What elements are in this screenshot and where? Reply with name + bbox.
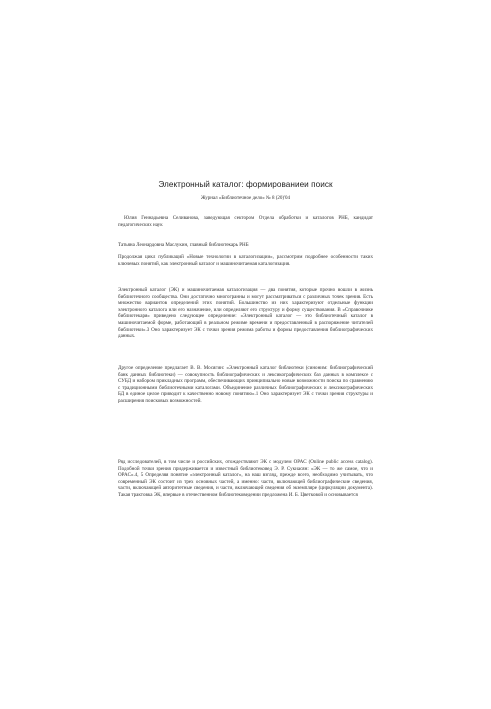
body-paragraph-2 xyxy=(118,365,373,405)
intro-text: Продолжая цикл публикаций «Новые технологии в каталогизации», рассмотрим подробнее особенности таких ключевых понятий, как электронный каталог и машиночитаемая каталогизация. xyxy=(118,254,373,267)
author-line-1 xyxy=(118,215,373,228)
author-1-text: Юлия Геннадьевна Селиванова, заведующая сектором Отдела обработки и каталогов РНБ, кандидат педагогических наук xyxy=(118,215,373,228)
author-2-text: Татьяна Леонардовна Маслукин, главный библиотекарь РНБ xyxy=(118,242,249,248)
paragraph-3-text: Ряд исследователей, в том числе и российских, отождествляют ЭК с модулем OPAC (Online public access catalog). Подобной точки зрения придерживается и известный библиотековед Э. Р. Сукиасян: «ЭК — то же самое, что и OPAC».4, 5 Определяя понятие «электронный каталог», на наш взгляд, прежде всего, необходимо учитывать, что современный ЭК состоит из трех основных частей, а именно: части, включающей библиографические сведения, части, включающей авторитетные сведения, и части, включающей сведения об экземпляре (циркуляции документа). Такая трактовка ЭК, впервые в отечественном библиотековедении предложена И. Б. Цветковой и основывается xyxy=(118,459,373,498)
intro-paragraph xyxy=(118,254,373,267)
paragraph-2-text: Другое определение предлагает В. В. Мосягин: «Электронный каталог библиотеки (синоним: библиографический банк данных библиотеки) — совокупность библиографических и лексикографических баз данных в комплексе с СУБД и набором прикладных программ, обеспечивающих принципиально новые возможности поиска по сравнению с традиционными библиотечными каталогами. Объединение различных библиографических и лексикографических БД в единое целое приводит к качественно новому понятию».1 Оно характеризует ЭК с точки зрения структуры и расширения поисковых возможностей. xyxy=(118,365,373,404)
paragraph-1-text: Электронный каталог (ЭК) и машиночитаемая каталогизация — два понятия, которые прочно вошли в жизнь библиотечного сообщества. Они достаточно многогранны и могут рассматриваться с различных точек зрения. Есть множество вариантов определений этих понятий. Большинство из них характеризуют отдельные функции электронного каталога или его назначение, или определяют его структуру и форму существования. В «Справочнике библиотекаря» приведено следующее определение: «Электронный каталог — это библиотечный каталог в машиночитаемой форме, работающий в реальном режиме времени и предоставленный в распоряжение читателей библиотеки».3 Оно характеризует ЭК с точки зрения режима работы и формы предоставления библиографических данных. xyxy=(118,287,373,340)
journal-reference: Журнал «Библиотечное дело» № 8 (20)'04 xyxy=(200,196,290,201)
article-title: Электронный каталог: формированиеи поиск xyxy=(158,180,333,189)
author-line-2 xyxy=(118,242,373,249)
body-paragraph-3 xyxy=(118,459,373,499)
body-paragraph-1 xyxy=(118,287,373,340)
